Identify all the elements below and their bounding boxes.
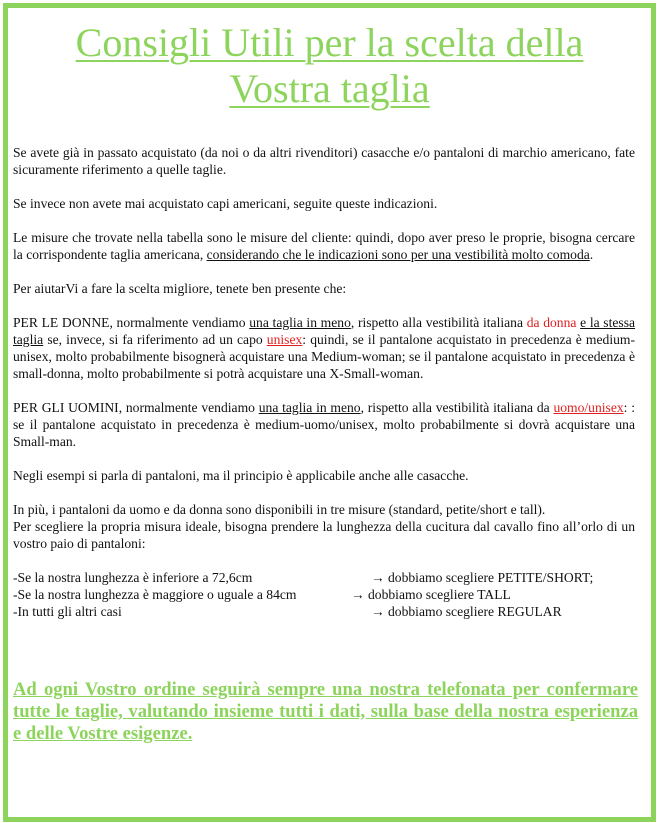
women-da-donna: da donna: [526, 315, 577, 330]
rule-result: → dobbiamo scegliere TALL: [351, 587, 511, 602]
rule-condition: -In tutti gli altri casi: [13, 604, 122, 619]
paragraph-measure-instructions: Per scegliere la propria misura ideale, bisogna prendere la lunghezza della cucitura dal cavallo fino all’orlo di un vostro paio di pantaloni:: [13, 519, 635, 551]
title-line-1: Consigli Utili per la scelta della: [75, 20, 584, 65]
paragraph-first-time: Se invece non avete mai acquistato capi americani, seguite queste indicazioni.: [13, 196, 438, 211]
rule-condition: -Se la nostra lunghezza è inferiore a 72,6cm: [13, 570, 253, 585]
rule-row-petite: [13, 569, 635, 586]
paragraph-previous-purchase: Se avete già in passato acquistato (da noi o da altri rivenditori) casacche e/o pantaloni di marchio americano, fate sicuramente riferimento a quelle taglie.: [13, 145, 635, 177]
measures-text: Le misure che trovate nella tabella sono le misure del cliente: quindi, dopo aver preso le proprie, bisogna cercare la corrispondente taglia americana,: [13, 230, 635, 262]
women-unisex: unisex: [266, 332, 303, 347]
measures-underlined: considerando che le indicazioni sono per una vestibilità molto comoda: [206, 247, 590, 262]
rule-condition: -Se la nostra lunghezza è maggiore o uguale a 84cm: [13, 587, 297, 602]
page-title: [8, 20, 651, 112]
women-one-size-less: una taglia in meno: [249, 315, 351, 330]
rule-row-regular: [13, 603, 635, 620]
rule-row-tall: [13, 586, 635, 603]
document-body: [13, 144, 635, 620]
rule-result: → dobbiamo scegliere PETITE/SHORT;: [371, 570, 594, 585]
paragraph-help-intro: Per aiutarVi a fare la scelta migliore, tenete ben presente che:: [13, 281, 347, 296]
men-uomo-unisex: uomo/unisex: [553, 400, 624, 415]
paragraph-women: PER LE DONNE, normalmente vendiamo una taglia in meno, rispetto alla vestibilità italiana da donna e la stessa taglia se, invece, si fa riferimento ad un capo unisex: quindi, se il pantalone acquistato in precedenza è medium-unisex, molto probabilmente bisognerà acquistare una Medium-woman; se il pantalone acquistato in precedenza è small-donna, molto probabilmente si potrà acquistare una X-Small-woman.: [13, 315, 636, 381]
paragraph-three-sizes: In più, i pantaloni da uomo e da donna sono disponibili in tre misure (standard, petite/short e tall).: [13, 502, 546, 517]
title-line-2: Vostra taglia: [229, 66, 430, 111]
women-same-size: e la stessa taglia: [13, 315, 636, 347]
closing-note: [13, 679, 638, 745]
closing-text: Ad ogni Vostro ordine seguirà sempre una nostra telefonata per confermare tutte le taglie, valutando insieme tutti i dati, sulla base della nostra esperienza e delle Vostre esigenze.: [13, 679, 638, 744]
paragraph-men: PER GLI UOMINI, normalmente vendiamo una taglia in meno, rispetto alla vestibilità italiana da uomo/unisex: : se il pantalone acquistato in precedenza è medium-uomo/unisex, molto probabilmente si dovrà acquistare una Small-man.: [13, 400, 635, 449]
paragraph-examples: Negli esempi si parla di pantaloni, ma il principio è applicabile anche alle casacche.: [13, 468, 469, 483]
rule-result: → dobbiamo scegliere REGULAR: [371, 604, 562, 619]
paragraph-measures: Le misure che trovate nella tabella sono le misure del cliente: quindi, dopo aver preso le proprie, bisogna cercare la corrispondente taglia americana, considerando che le indicazioni sono per una vestibilità molto comoda.: [13, 230, 635, 262]
men-one-size-less: una taglia in meno: [258, 400, 361, 415]
